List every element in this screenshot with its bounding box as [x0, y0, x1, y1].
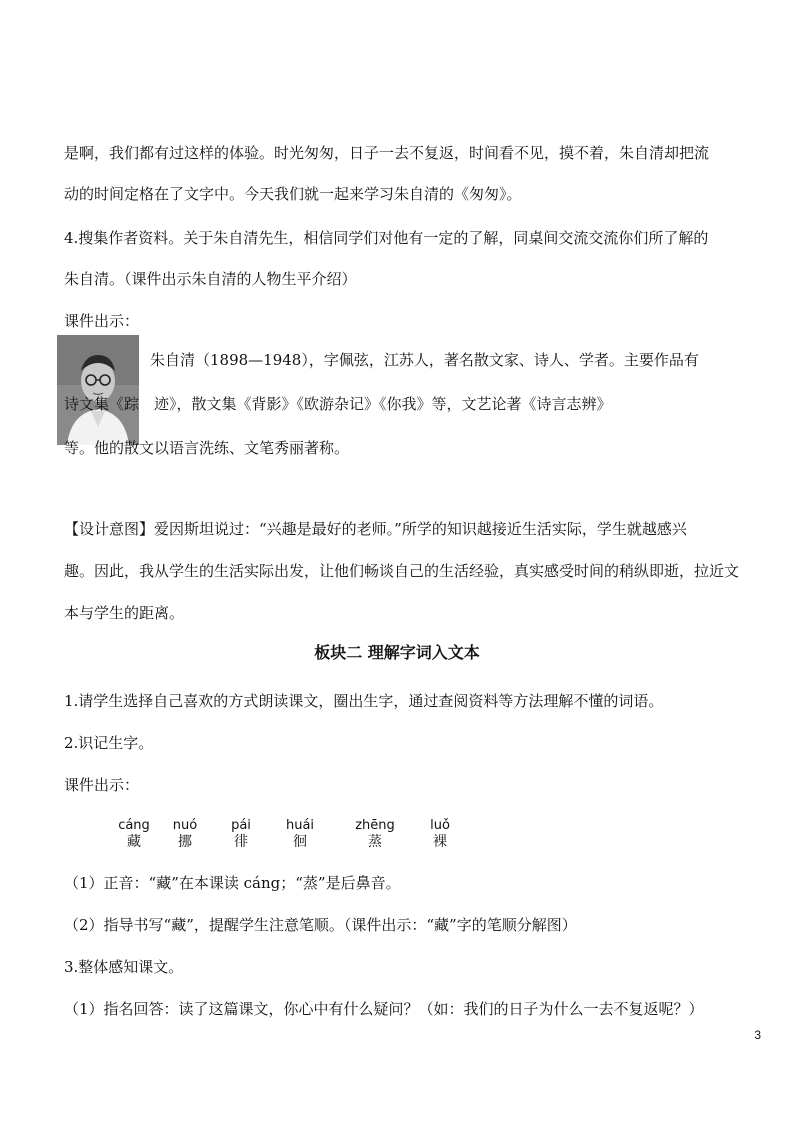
pinyin-row [0, 818, 794, 858]
section-heading: 板块二 理解字词入文本 [314, 643, 480, 662]
note-line: （1）指名回答：读了这篇课文，你心中有什么疑问？（如：我们的日子为什么一去不复返呢？） [64, 1000, 704, 1018]
paragraph-line: 朱自清。（课件出示朱自清的人物生平介绍） [64, 270, 357, 288]
pinyin-roman: pái [231, 818, 251, 833]
design-intent-line: 趣。因此，我从学生的生活实际出发，让他们畅谈自己的生活经验，真实感受时间的稍纵即逝，拉近文 [64, 562, 740, 580]
pinyin-character: 徘 [234, 834, 248, 850]
pinyin-roman: nuó [172, 818, 198, 833]
pinyin-item [211, 818, 271, 850]
page-number: 3 [754, 1028, 761, 1042]
pinyin-roman: huái [285, 818, 315, 833]
bio-line: 等。他的散文以语言洗练、文笔秀丽著称。 [64, 439, 350, 457]
pinyin-character: 藏 [127, 834, 141, 850]
pinyin-character: 挪 [178, 834, 192, 850]
pinyin-character: 蒸 [368, 834, 382, 850]
note-line: （2）指导书写“藏”，提醒学生注意笔顺。（课件出示：“藏”字的笔顺分解图） [64, 916, 577, 934]
bio-line: 朱自清（1898—1948），字佩弦，江苏人，著名散文家、诗人、学者。主要作品有 [150, 351, 699, 369]
list-item: 3.整体感知课文。 [64, 958, 184, 976]
pinyin-roman: cáng [118, 818, 150, 833]
list-item: 1.请学生选择自己喜欢的方式朗读课文，圈出生字，通过查阅资料等方法理解不懂的词语。 [64, 692, 664, 710]
paragraph-line: 是啊，我们都有过这样的体验。时光匆匆，日子一去不复返，时间看不见，摸不着，朱自清却把流 [64, 144, 710, 162]
courseware-label: 课件出示： [64, 312, 140, 330]
pinyin-item [345, 818, 405, 850]
design-intent-line: 【设计意图】爱因斯坦说过：“兴趣是最好的老师。”所学的知识越接近生活实际，学生就越感兴 [64, 520, 687, 538]
paragraph-line: 动的时间定格在了文字中。今天我们就一起来学习朱自清的《匆匆》。 [64, 185, 522, 203]
design-intent-line: 本与学生的距离。 [64, 604, 185, 622]
courseware-label: 课件出示： [64, 776, 140, 794]
note-line: （1）正音：“藏”在本课读 cáng；“蒸”是后鼻音。 [64, 874, 401, 892]
list-item: 2.识记生字。 [64, 734, 154, 752]
pinyin-character: 裸 [433, 834, 447, 850]
bio-line: 诗文集《踪 迹》，散文集《背影》《欧游杂记》《你我》等，文艺论著《诗言志辨》 [64, 395, 612, 413]
paragraph-line: 4.搜集作者资料。关于朱自清先生，相信同学们对他有一定的了解，同桌间交流交流你们所了解的 [64, 229, 709, 247]
pinyin-item [270, 818, 330, 850]
pinyin-roman: luǒ [430, 818, 450, 833]
pinyin-roman: zhēng [355, 818, 395, 833]
pinyin-item [410, 818, 470, 850]
pinyin-character: 徊 [293, 834, 307, 850]
pinyin-item [155, 818, 215, 850]
